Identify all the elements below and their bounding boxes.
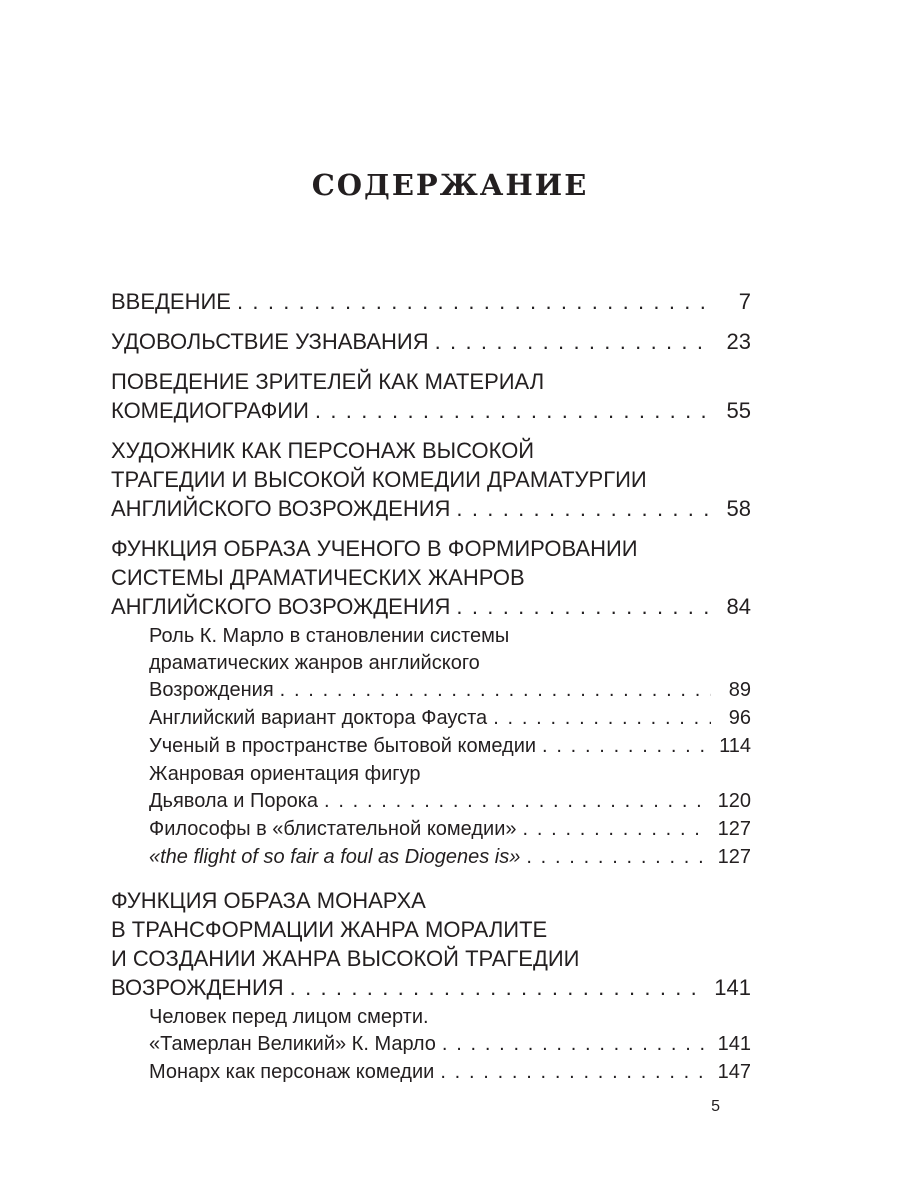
toc-subentry bbox=[111, 623, 751, 704]
toc-entry bbox=[111, 327, 751, 356]
toc-subentry bbox=[111, 705, 751, 732]
toc-page-number: 7 bbox=[738, 289, 751, 314]
toc-page-number: 58 bbox=[726, 496, 751, 521]
toc-page-number: 120 bbox=[717, 790, 751, 812]
toc-entry bbox=[111, 436, 751, 523]
dot-leader bbox=[456, 592, 711, 621]
toc-page-number: 55 bbox=[726, 398, 751, 423]
toc-entry-title-line: ТРАГЕДИИ И ВЫСОКОЙ КОМЕДИИ ДРАМАТУРГИИ bbox=[111, 467, 647, 492]
dot-leader bbox=[493, 705, 711, 732]
toc-subentry bbox=[111, 844, 751, 871]
toc-page-number: 141 bbox=[714, 975, 751, 1000]
toc-entry-title-line: И СОЗДАНИИ ЖАНРА ВЫСОКОЙ ТРАГЕДИИ bbox=[111, 946, 580, 971]
toc-page-number: 114 bbox=[719, 735, 751, 757]
toc-page-number: 96 bbox=[728, 707, 751, 729]
toc-entry-title: ВВЕДЕНИЕ bbox=[111, 289, 231, 314]
page-folio-number: 5 bbox=[711, 1098, 720, 1115]
toc-entry bbox=[111, 287, 751, 316]
toc-entry-title: УДОВОЛЬСТВИЕ УЗНАВАНИЯ bbox=[111, 329, 429, 354]
toc-page-number: 23 bbox=[726, 329, 751, 354]
toc-subentry bbox=[111, 761, 751, 815]
toc-entry-title-line: Человек перед лицом смерти. bbox=[149, 1006, 429, 1028]
toc-entry-title-line: Роль К. Марло в становлении системы bbox=[149, 625, 510, 647]
toc-entry-title-line: СИСТЕМЫ ДРАМАТИЧЕСКИХ ЖАНРОВ bbox=[111, 565, 525, 590]
dot-leader bbox=[290, 973, 707, 1002]
toc-entry-title-line: АНГЛИЙСКОГО ВОЗРОЖДЕНИЯ bbox=[111, 594, 451, 619]
toc-entry bbox=[111, 886, 751, 1002]
dot-leader bbox=[315, 396, 711, 425]
toc-entry-title: Философы в «блистательной комедии» bbox=[149, 818, 517, 840]
toc-page-number: 127 bbox=[717, 846, 751, 868]
toc-page-number: 141 bbox=[717, 1033, 751, 1055]
dot-leader bbox=[440, 1059, 709, 1086]
toc-entry bbox=[111, 534, 751, 621]
toc-entry-title-line: ХУДОЖНИК КАК ПЕРСОНАЖ ВЫСОКОЙ bbox=[111, 438, 535, 463]
toc-entry-title-line: ВОЗРОЖДЕНИЯ bbox=[111, 975, 284, 1000]
toc-entry bbox=[111, 367, 751, 425]
toc-subentry bbox=[111, 1004, 751, 1058]
toc-entry-title-line: Жанровая ориентация фигур bbox=[149, 763, 421, 785]
toc-entry-title-line: АНГЛИЙСКОГО ВОЗРОЖДЕНИЯ bbox=[111, 496, 451, 521]
toc-entry-title-line: «Тамерлан Великий» К. Марло bbox=[149, 1033, 436, 1055]
toc-entry-title-line: Дьявола и Порока bbox=[149, 790, 319, 812]
table-of-contents bbox=[111, 287, 751, 1087]
toc-entry-title: Монарх как персонаж комедии bbox=[149, 1061, 435, 1083]
dot-leader bbox=[324, 788, 710, 815]
toc-entry-title: Английский вариант доктора Фауста bbox=[149, 707, 488, 729]
dot-leader bbox=[442, 1031, 710, 1058]
dot-leader bbox=[237, 287, 711, 316]
toc-entry-title-line: ФУНКЦИЯ ОБРАЗА УЧЕНОГО В ФОРМИРОВАНИИ bbox=[111, 536, 638, 561]
toc-subentry bbox=[111, 733, 751, 760]
toc-entry-title-line: КОМЕДИОГРАФИИ bbox=[111, 398, 309, 423]
dot-leader bbox=[435, 327, 711, 356]
toc-page-number: 147 bbox=[717, 1061, 751, 1083]
toc-subentry bbox=[111, 816, 751, 843]
toc-entry-title-line: ФУНКЦИЯ ОБРАЗА МОНАРХА bbox=[111, 888, 426, 913]
toc-entry-title-line: ПОВЕДЕНИЕ ЗРИТЕЛЕЙ КАК МАТЕРИАЛ bbox=[111, 369, 545, 394]
toc-subentry bbox=[111, 1059, 751, 1086]
dot-leader bbox=[526, 844, 709, 871]
toc-entry-title: Ученый в пространстве бытовой комедии bbox=[149, 735, 537, 757]
toc-page-number: 84 bbox=[726, 594, 751, 619]
dot-leader bbox=[280, 677, 711, 704]
toc-entry-title-line: Возрождения bbox=[149, 679, 274, 701]
toc-page-number: 127 bbox=[717, 818, 751, 840]
toc-entry-title: «the flight of so fair a foul as Diogenes is» bbox=[149, 846, 521, 868]
dot-leader bbox=[456, 494, 711, 523]
toc-entry-title-line: В ТРАНСФОРМАЦИИ ЖАНРА МОРАЛИТЕ bbox=[111, 917, 548, 942]
dot-leader bbox=[542, 733, 711, 760]
toc-entry-title-line: драматических жанров английского bbox=[149, 652, 480, 674]
toc-page-number: 89 bbox=[728, 679, 751, 701]
page-title: СОДЕРЖАНИЕ bbox=[311, 168, 589, 202]
dot-leader bbox=[523, 816, 710, 843]
